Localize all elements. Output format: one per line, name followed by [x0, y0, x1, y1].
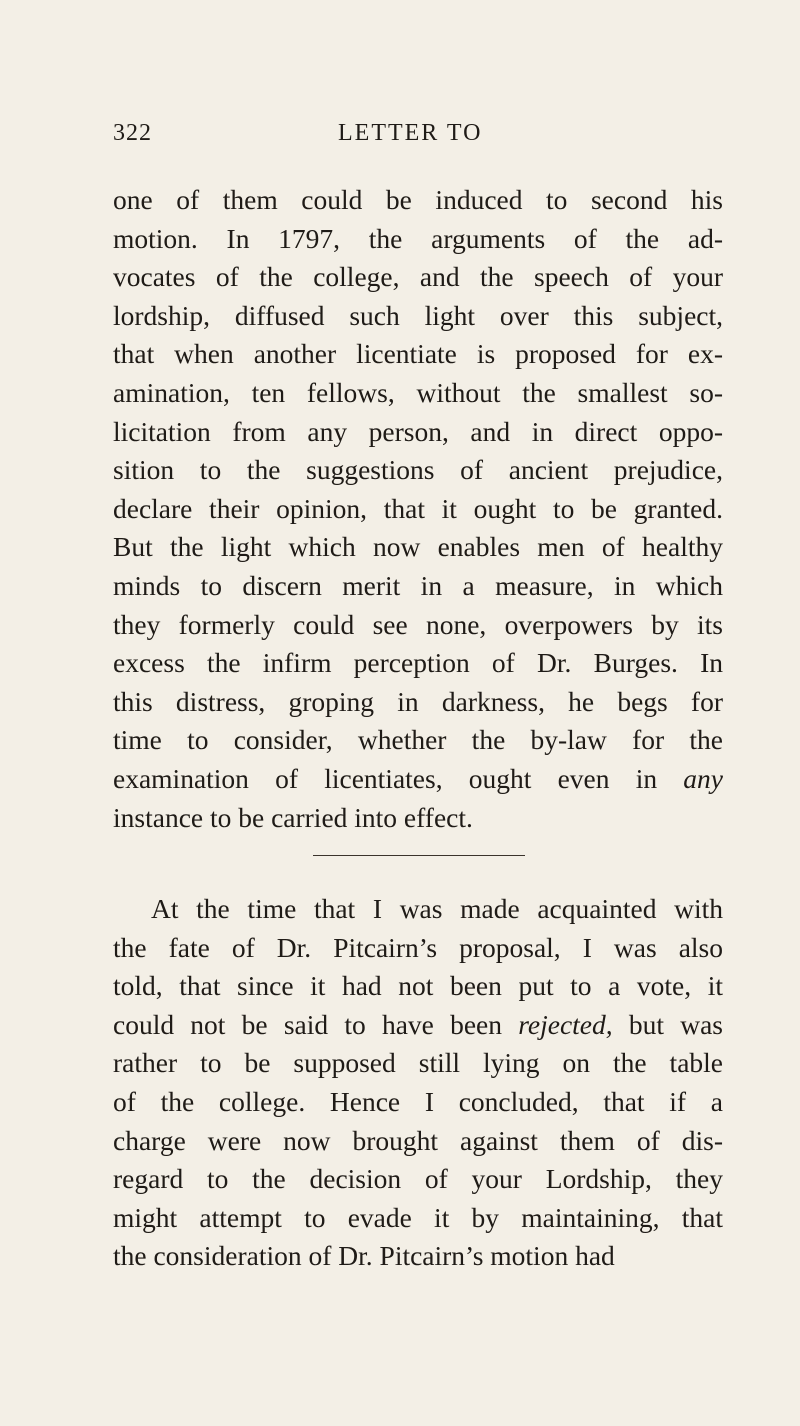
text-line: time to consider, whether the by-law for the [113, 724, 723, 756]
text-line: excess the infirm perception of Dr. Burges. In [113, 647, 723, 679]
text-line: lordship, diffused such light over this subject, [113, 299, 723, 331]
text-line [113, 760, 723, 799]
page-header [113, 120, 725, 160]
text-line: vocates of the college, and the speech of your [113, 261, 723, 293]
text-line: they formerly could see none, overpowers by its [113, 608, 723, 640]
text-line: At the time that I was made acquainted with [151, 893, 723, 924]
italic-word: any [683, 762, 723, 794]
section-divider [313, 855, 525, 856]
text-line: licitation from any person, and in direct oppo- [113, 415, 723, 447]
page-number: 322 [113, 120, 152, 146]
text-line: charge were now brought against them of dis- [113, 1124, 723, 1156]
italic-word: rejected, [518, 1008, 613, 1040]
text-line: declare their opinion, that it ought to be granted. [113, 492, 723, 524]
text-line: might attempt to evade it by maintaining, that [113, 1201, 723, 1233]
text-line: motion. In 1797, the arguments of the ad- [113, 222, 723, 254]
text-line: the fate of Dr. Pitcairn’s proposal, I was also [113, 931, 723, 963]
text-line-start: could not be said to have been [113, 1008, 519, 1040]
text-line: regard to the decision of your Lordship, they [113, 1163, 723, 1195]
text-line: of the college. Hence I concluded, that if a [113, 1085, 723, 1117]
text-line: minds to discern merit in a measure, in which [113, 569, 723, 601]
text-line: sition to the suggestions of ancient prejudice, [113, 454, 723, 486]
text-line-end: but was [612, 1008, 723, 1040]
paragraph-2 [113, 890, 723, 1276]
text-line: one of them could be induced to second his [113, 184, 723, 215]
text-line: rather to be supposed still lying on the table [113, 1047, 723, 1079]
running-head: LETTER TO [338, 120, 483, 146]
text-line: this distress, groping in darkness, he begs for [113, 685, 723, 717]
text-line: But the light which now enables men of healthy [113, 531, 723, 563]
text-line: told, that since it had not been put to a vote, it [113, 970, 723, 1002]
paragraph-1 [113, 181, 723, 837]
text-line: instance to be carried into effect. [113, 801, 473, 833]
text-line: that when another licentiate is proposed for ex- [113, 338, 723, 370]
text-line [113, 1006, 723, 1045]
text-line-start: examination of licentiates, ought even in [113, 762, 684, 794]
text-line: the consideration of Dr. Pitcairn’s motion had [113, 1240, 615, 1272]
text-line: amination, ten fellows, without the smallest so- [113, 376, 723, 408]
